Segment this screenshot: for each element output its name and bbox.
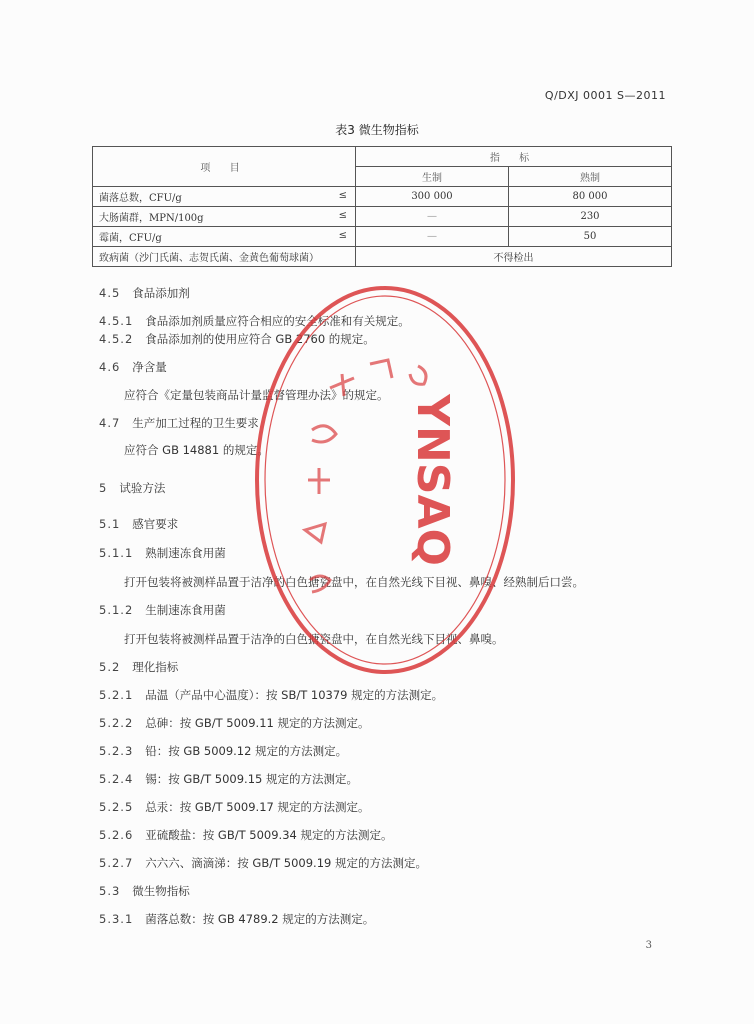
row-raw-value: 300 000 — [356, 187, 509, 207]
row-raw-value: — — [356, 227, 509, 247]
clause: 5.2.7 六六六、滴滴涕：按 GB/T 5009.19 规定的方法测定。 — [99, 856, 427, 870]
section-heading: 5.3 微生物指标 — [99, 884, 190, 898]
header-item: 项 目 — [93, 147, 356, 187]
section-heading: 5.1 感官要求 — [99, 517, 179, 531]
le-symbol: ≤ — [338, 230, 347, 241]
header-index: 指 标 — [356, 147, 672, 167]
row-pathogen-value: 不得检出 — [356, 247, 672, 267]
section-heading: 4.5 食品添加剂 — [99, 286, 190, 300]
official-seal-stamp — [250, 280, 520, 680]
row-cooked-value: 230 — [509, 207, 672, 227]
clause: 5.3.1 菌落总数：按 GB 4789.2 规定的方法测定。 — [99, 912, 375, 926]
row-cooked-value: 50 — [509, 227, 672, 247]
section-heading: 5 试验方法 — [99, 481, 166, 495]
row-item: 菌落总数，CFU/g ≤ — [93, 187, 356, 207]
table-header-row — [93, 147, 672, 167]
table-row-pathogen — [93, 247, 672, 267]
clause: 5.2.1 品温（产品中心温度）：按 SB/T 10379 规定的方法测定。 — [99, 688, 444, 702]
section-heading: 4.6 净含量 — [99, 360, 167, 374]
row-cooked-value: 80 000 — [509, 187, 672, 207]
row-item: 致病菌（沙门氏菌、志贺氏菌、金黄色葡萄球菌） — [93, 247, 356, 267]
section-heading: 5.2 理化指标 — [99, 660, 179, 674]
clause: 5.2.4 锡：按 GB/T 5009.15 规定的方法测定。 — [99, 772, 358, 786]
row-raw-value: — — [356, 207, 509, 227]
page-number: 3 — [645, 940, 652, 951]
row-item: 霉菌，CFU/g ≤ — [93, 227, 356, 247]
table-row — [93, 207, 672, 227]
paragraph: 打开包装将被测样品置于洁净的白色搪瓷盘中，在自然光线下目视、鼻嗅。 — [124, 632, 504, 646]
clause: 4.5.1 食品添加剂质量应符合相应的安全标准和有关规定。 — [99, 314, 410, 328]
table-caption: 表3 微生物指标 — [335, 123, 419, 137]
paragraph: 打开包装将被测样品置于洁净的白色搪瓷盘中，在自然光线下目视、鼻嗅、经熟制后口尝。 — [124, 575, 584, 589]
section-heading: 4.7 生产加工过程的卫生要求 — [99, 416, 259, 430]
stamp-text: YNSAQ — [407, 394, 458, 566]
paragraph: 应符合《定量包装商品计量监督管理办法》的规定。 — [124, 388, 389, 402]
section-heading: 5.1.1 熟制速冻食用菌 — [99, 546, 226, 560]
le-symbol: ≤ — [338, 210, 347, 221]
clause: 5.2.2 总砷：按 GB/T 5009.11 规定的方法测定。 — [99, 716, 370, 730]
clause: 5.2.5 总汞：按 GB/T 5009.17 规定的方法测定。 — [99, 800, 370, 814]
microbial-index-table — [92, 146, 672, 267]
section-heading: 5.1.2 生制速冻食用菌 — [99, 603, 226, 617]
subheader-cooked: 熟制 — [509, 167, 672, 187]
clause: 4.5.2 食品添加剂的使用应符合 GB 2760 的规定。 — [99, 332, 375, 346]
le-symbol: ≤ — [338, 190, 347, 201]
document-number: Q/DXJ 0001 S—2011 — [544, 89, 666, 102]
clause: 5.2.3 铅：按 GB 5009.12 规定的方法测定。 — [99, 744, 348, 758]
clause: 5.2.6 亚硫酸盐：按 GB/T 5009.34 规定的方法测定。 — [99, 828, 393, 842]
paragraph: 应符合 GB 14881 的规定。 — [124, 443, 269, 457]
subheader-raw: 生制 — [356, 167, 509, 187]
table-row — [93, 187, 672, 207]
table-row — [93, 227, 672, 247]
row-item: 大肠菌群，MPN/100g ≤ — [93, 207, 356, 227]
